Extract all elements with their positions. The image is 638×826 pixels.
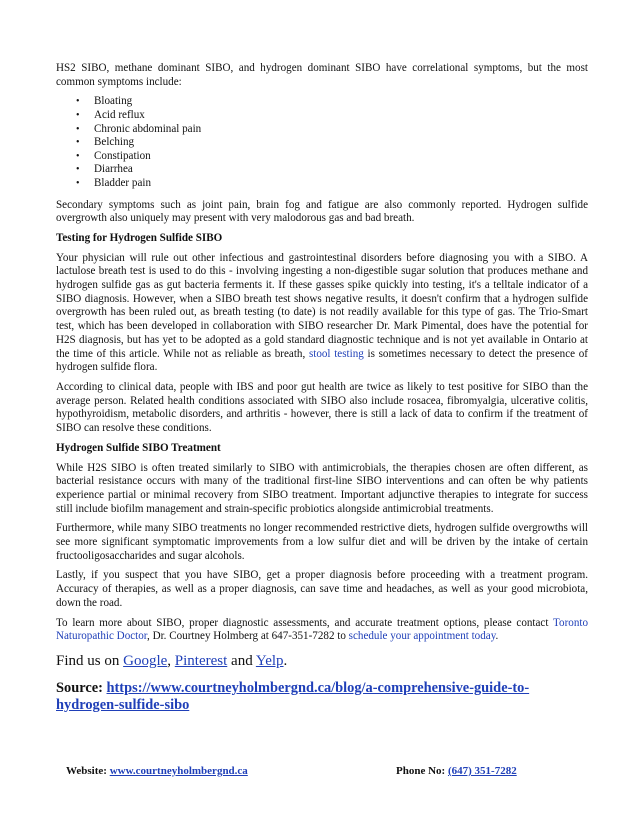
phone-link[interactable]: (647) 351-7282 <box>447 765 517 777</box>
list-item: • Chronic abdominal pain <box>76 122 202 135</box>
bullet-icon: • <box>76 109 80 121</box>
source-line: Source: https://www.courtneyholmbergnd.ca/blog/a-comprehensive-guide-to-hydrogen-sulfide-sibo <box>56 679 530 713</box>
testing-heading: Testing for Hydrogen Sulfide SIBO <box>56 231 223 244</box>
treatment-paragraph-3: Lastly, if you suspect that you have SIBO, get a proper diagnosis before proceeding with a treatment program. Accuracy of therapies, as well as a proper diagnosis, can save time and headaches, as well as your good microbiota, down the road. <box>56 569 588 609</box>
testing-paragraph-2: According to clinical data, people with IBS and poor gut health are twice as likely to test positive for SIBO than the average person. Related health conditions associated with SIBO also include rosacea, fibromyalgia, ulcerative colitis, hypothyroidism, metabolic disorders, and arthritis - however, there is still a lack of data to confirm if the treatment of SIBO can resolve these conditions. <box>56 381 588 435</box>
treatment-paragraph-2: Furthermore, while many SIBO treatments no longer recommended restrictive diets, hydrogen sulfide overgrowths will see more significant symptomatic improvements from a low sulfur diet and will be driven by the intake of certain fructooligosaccharides and sugar alcohols. <box>56 522 588 562</box>
contact-paragraph: To learn more about SIBO, proper diagnostic assessments, and accurate treatment options, please contact Toronto Naturopathic Doctor, Dr. Courtney Holmberg at 647-351-7282 to schedule your appointment today. <box>56 616 588 643</box>
schedule-appointment-link[interactable]: schedule your appointment today <box>348 630 496 643</box>
footer-website: Website: www.courtneyholmbergnd.ca <box>66 765 248 777</box>
treatment-heading: Hydrogen Sulfide SIBO Treatment <box>56 441 221 454</box>
treatment-paragraph-1: While H2S SIBO is often treated similarly to SIBO with antimicrobials, the therapies chosen are often different, as bacterial resistance occurs with many of the traditional first-line SIBO interventions and can often be why patients experience partial or minimal recovery from SIBO treatment. Important adjunctive therapies to integrate for success still include biofilm management and strain-specific probiotics alongside antimicrobial treatments. <box>56 461 588 515</box>
source-url-link[interactable]: https://www.courtneyholmbergnd.ca/blog/a-comprehensive-guide-to-hydrogen-sulfide-sibo <box>56 679 530 713</box>
footer-phone: Phone No: (647) 351-7282 <box>396 765 517 777</box>
stool-testing-link[interactable]: stool testing <box>308 347 364 360</box>
list-item: • Diarrhea <box>76 163 133 176</box>
bullet-icon: • <box>76 96 80 108</box>
list-item: • Acid reflux <box>76 108 145 121</box>
pinterest-link[interactable]: Pinterest <box>174 652 228 669</box>
list-item: • Bloating <box>76 95 133 108</box>
secondary-symptoms-paragraph: Secondary symptoms such as joint pain, brain fog and fatigue are also commonly reported. Hydrogen sulfide overgrowth also uniquely may present with very malodorous gas and bad breath. <box>56 198 588 225</box>
symptom-list <box>56 95 588 190</box>
bullet-icon: • <box>76 150 80 162</box>
testing-paragraph-1: Your physician will rule out other infectious and gastrointestinal disorders before diagnosing you with a SIBO. A lactulose breath test is used to do this - involving ingesting a non-digestible sugar solution that produces methane and hydrogen sulfide gas as gut bacteria ferments it. If these gasses spike quickly into testing, it's a telltale indicator of a SIBO diagnosis. However, when a SIBO breath test shows negative results, it doesn't confirm that a hydrogen sulfide overgrowth has been ruled out, as breath testing (to date) is not readily available for this type of gas. The Trio-Smart test, which has been developed in collaboration with SIBO researcher Dr. Mark Pimental, does have the potential for H2S diagnosis, but has yet to be adopted as a gold standard diagnostic technique and is not yet available in Ontario at the time of this article. While not as reliable as breath, stool testing is sometimes necessary to detect the presence of hydrogen sulfide flora. <box>56 251 588 374</box>
document-page <box>56 62 588 714</box>
yelp-link[interactable]: Yelp <box>255 652 284 669</box>
bullet-icon: • <box>76 164 80 176</box>
toronto-naturopathic-doctor-link[interactable]: Toronto Naturopathic Doctor <box>56 616 588 643</box>
list-item: • Constipation <box>76 149 151 162</box>
website-link[interactable]: www.courtneyholmbergnd.ca <box>109 765 248 777</box>
list-item: • Bladder pain <box>76 176 151 189</box>
list-item: • Belching <box>76 136 135 149</box>
find-us-line: Find us on Google, Pinterest and Yelp. <box>56 652 288 669</box>
bullet-icon: • <box>76 137 80 149</box>
google-link[interactable]: Google <box>123 652 168 669</box>
bullet-icon: • <box>76 123 80 135</box>
intro-paragraph: HS2 SIBO, methane dominant SIBO, and hydrogen dominant SIBO have correlational symptoms, but the most common symptoms include: <box>56 62 588 88</box>
bullet-icon: • <box>76 177 80 189</box>
